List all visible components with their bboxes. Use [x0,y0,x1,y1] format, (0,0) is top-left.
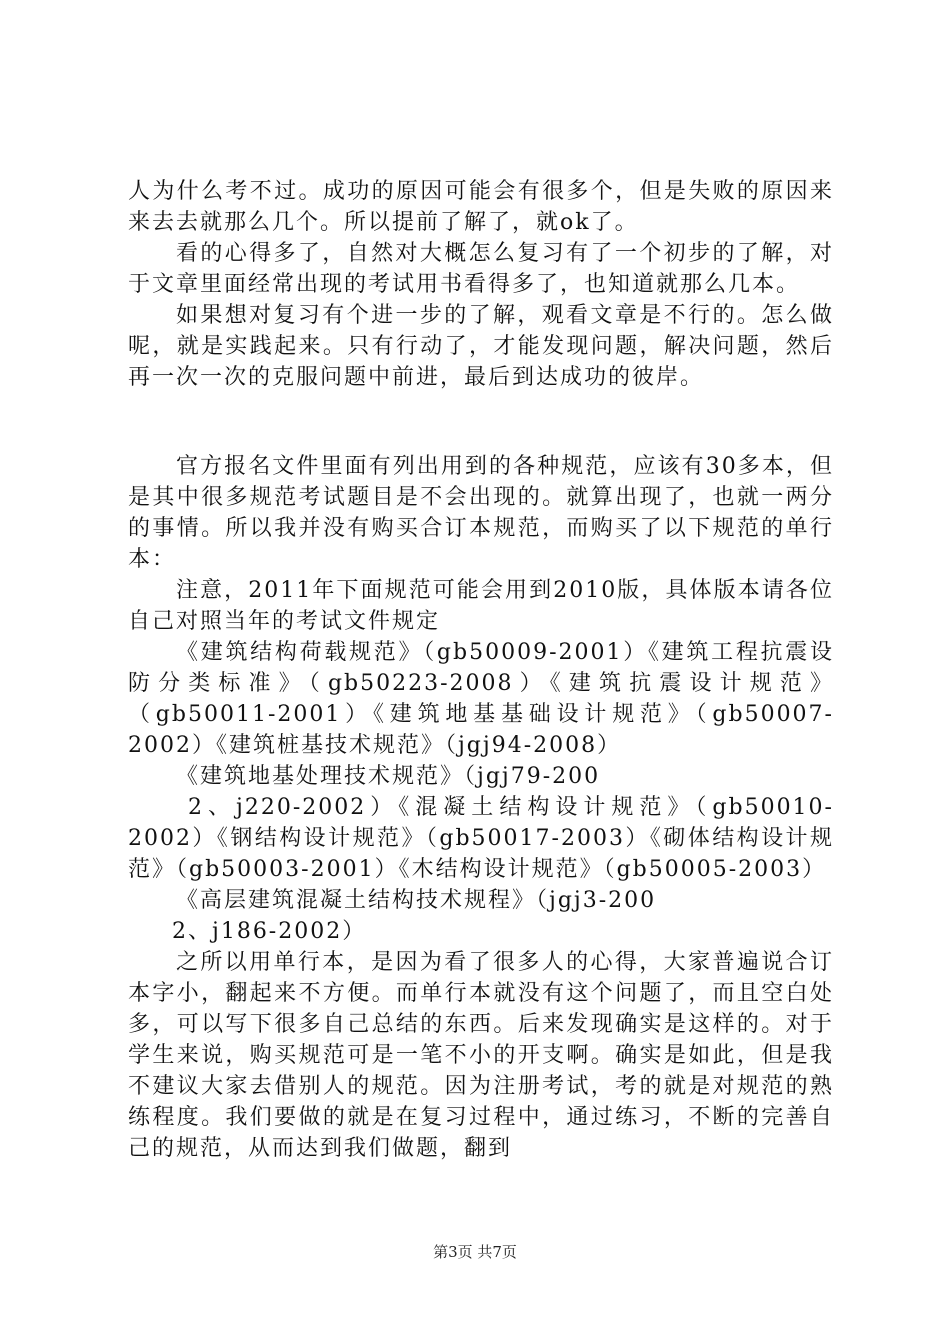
text-section-specifications [128,451,834,1164]
paragraph: 之所以用单行本，是因为看了很多人的心得，大家普遍说合订本字小，翻起来不方便。而单行本就没有这个问题了，而且空白处多，可以写下很多自己总结的东西。后来发现确实是这样的。对于学生来说，购买规范可是一笔不小的开支啊。确实是如此，但是我不建议大家去借别人的规范。因为注册考试，考的就是对规范的熟练程度。我们要做的就是在复习过程中，通过练习，不断的完善自己的规范，从而达到我们做题，翻到 [128,950,834,1161]
paragraph: 注意，2011年下面规范可能会用到2010版，具体版本请各位自己对照当年的考试文件规定 [128,578,834,634]
paragraph: 官方报名文件里面有列出用到的各种规范，应该有30多本，但是其中很多规范考试题目是不会出现的。就算出现了，也就一两分的事情。所以我并没有购买合订本规范，而购买了以下规范的单行本： [128,454,834,572]
specification-list: 《建筑地基处理技术规范》（jgj79-200 [176,764,601,789]
paragraph: 人为什么考不过。成功的原因可能会有很多个，但是失败的原因来来去去就那么几个。所以提前了解了，就ok了。 [128,179,834,235]
paragraph: 如果想对复习有个进一步的了解，观看文章是不行的。怎么做呢，就是实践起来。只有行动了，才能发现问题，解决问题，然后再一次一次的克服问题中前进，最后到达成功的彼岸。 [128,303,834,390]
specification-list: 2、j186-2002） [172,919,367,944]
specification-list: 《建筑结构荷载规范》（gb50009-2001）《建筑工程抗震设防分类标准》（gb50223-2008）《建筑抗震设计规范》（gb50011-2001）《建筑地基基础设计规范》（gb50007-2002）《建筑桩基技术规范》（jgj94-2008） [128,640,834,758]
page-number: 第3页 共7页 [433,1243,517,1261]
paragraph: 看的心得多了，自然对大概怎么复习有了一个初步的了解，对于文章里面经常出现的考试用书看得多了，也知道就那么几本。 [128,241,834,297]
specification-list: 《高层建筑混凝土结构技术规程》（jgj3-200 [176,888,657,913]
specification-list: 2、j220-2002）《混凝土结构设计规范》（gb50010-2002）《钢结构设计规范》（gb50017-2003）《砌体结构设计规范》（gb50003-2001）《木结构设计规范》（gb50005-2003） [128,795,834,882]
text-section-intro [128,176,834,393]
